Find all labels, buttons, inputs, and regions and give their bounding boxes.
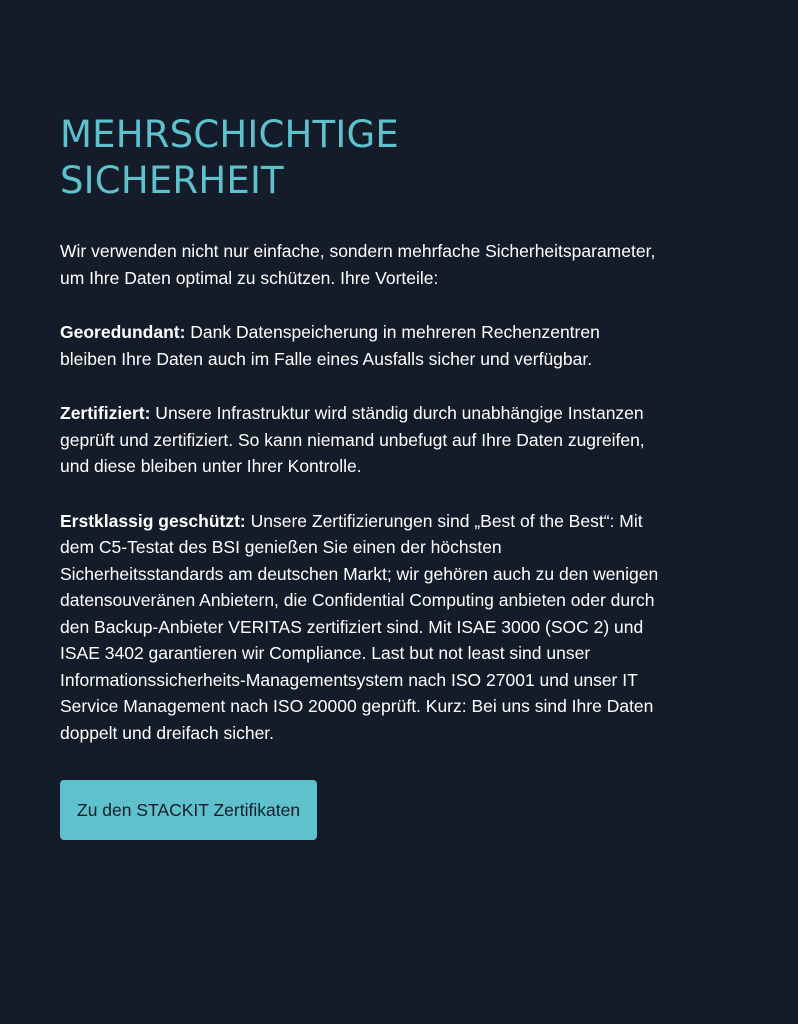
feature-label: Zertifiziert: bbox=[60, 403, 151, 423]
section-heading: MEHRSCHICHTIGE SICHERHEIT bbox=[60, 113, 399, 202]
feature-erstklassig-geschuetzt bbox=[60, 508, 660, 747]
certificates-button[interactable]: Zu den STACKIT Zertifikaten bbox=[60, 780, 317, 840]
feature-label: Erstklassig geschützt: bbox=[60, 510, 246, 531]
feature-text: Unsere Zertifizierungen sind „Best of the Best“: Mit dem C5-Testat des BSI genießen Sie einen der höchsten Sicherheitsstandards am deutschen Markt; wir gehören auch zu den wenigen datensouveränen Anbietern, die Confidential Computing anbieten oder durch den Backup-Anbieter VERITAS zertifiziert sind. Mit ISAE 3000 (SOC 2) und ISAE 3402 garantieren wir Compliance. Last but not least sind unser Informationssicherheits-Managementsystem nach ISO 27001 und unser IT Service Management nach ISO 20000 geprüft. Kurz: Bei uns sind Ihre Daten doppelt und dreifach sicher. bbox=[60, 510, 659, 743]
feature-georedundant bbox=[60, 319, 660, 372]
feature-text: Unsere Infrastruktur wird ständig durch unabhängige Instanzen geprüft und zertifiziert. So kann niemand unbefugt auf Ihre Daten zugreifen, und diese bleiben unter Ihrer Kontrolle. bbox=[60, 403, 645, 476]
security-section bbox=[60, 112, 660, 840]
intro-paragraph: Wir verwenden nicht nur einfache, sondern mehrfache Sicherheitsparameter, um Ihre Daten optimal zu schützen. Ihre Vorteile: bbox=[60, 241, 656, 288]
feature-zertifiziert bbox=[60, 400, 660, 480]
feature-text: Dank Datenspeicherung in mehreren Rechenzentren bleiben Ihre Daten auch im Falle eines Ausfalls sicher und verfügbar. bbox=[60, 322, 600, 369]
feature-label: Georedundant: bbox=[60, 322, 186, 342]
